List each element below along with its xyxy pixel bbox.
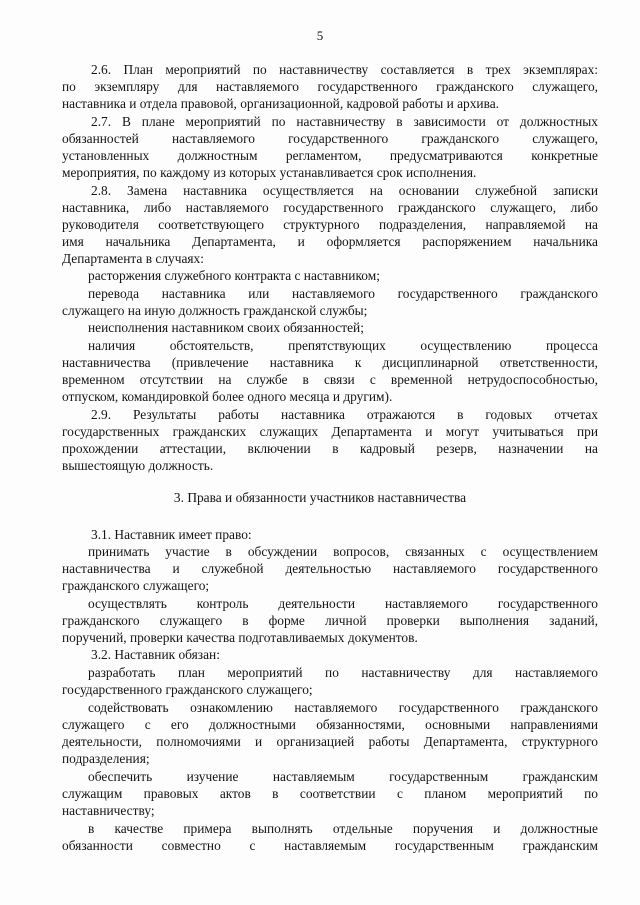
list-item-line: поручений, проверки качества подготавливаемых документов. xyxy=(62,630,418,645)
list-item-line: наставничества (привлечение наставника к дисциплинарной ответственности, xyxy=(62,355,598,370)
list-item-line: временном отсутствии на службе в связи с временной нетрудоспособностью, xyxy=(62,372,598,387)
list-item-line: гражданского служащего; xyxy=(62,578,210,593)
list-item-line: государственного гражданского служащего; xyxy=(62,682,313,697)
list-item-line: служащего на иную должность гражданской службы; xyxy=(62,303,368,318)
paragraph-line: наставника, либо наставляемого государственного гражданского служащего, либо xyxy=(62,200,598,215)
list-item-line: отпуском, командировкой более одного месяца и другим). xyxy=(62,389,393,404)
paragraph-line: обязанностей наставляемого государственного гражданского служащего, xyxy=(62,131,598,146)
paragraph-line: прохождении аттестации, включении в кадровый резерв, назначении на xyxy=(62,441,598,456)
list-item-line: служащего с его должностными обязанностями, основными направлениями xyxy=(62,717,598,732)
list-item-line: служащим правовых актов в соответствии с планом мероприятий по xyxy=(62,786,598,801)
list-item-line: наличия обстоятельств, препятствующих осуществлению процесса xyxy=(88,338,598,353)
paragraph-line: вышестоящую должность. xyxy=(62,458,214,473)
paragraph-line: 2.6. План мероприятий по наставничеству составляется в трех экземплярах: xyxy=(91,62,598,77)
list-item-line: наставничеству; xyxy=(62,803,155,818)
list-item-line: гражданского служащего в форме личной проверки выполнения заданий, xyxy=(62,613,598,628)
paragraph-line: по экземпляру для наставляемого государственного гражданского служащего, xyxy=(62,79,598,94)
paragraph-line: установленных должностным регламентом, предусматриваются конкретные xyxy=(62,148,598,163)
page-number: 5 xyxy=(316,28,324,43)
list-item-line: в качестве примера выполнять отдельные поручения и должностные xyxy=(88,821,598,836)
list-item-line: обязанности совместно с наставляемым государственным гражданским xyxy=(62,838,598,853)
paragraph-line: 3.1. Наставник имеет право: xyxy=(91,527,252,542)
paragraph-line: 2.9. Результаты работы наставника отражаются в годовых отчетах xyxy=(91,407,598,422)
list-item-line: деятельности, полномочиями и организацией работы Департамента, структурного xyxy=(62,734,598,749)
list-item-line: обеспечить изучение наставляемым государственным гражданским xyxy=(88,769,598,784)
paragraph-line: наставника и отдела правовой, организационной, кадровой работы и архива. xyxy=(62,96,500,111)
list-item-line: содействовать ознакомлению наставляемого государственного гражданского xyxy=(88,700,598,715)
list-item-line: перевода наставника или наставляемого государственного гражданского xyxy=(88,286,598,301)
list-item-line: расторжения служебного контракта с наставником; xyxy=(88,268,380,283)
paragraph-line: государственных гражданских служащих Департамента и могут учитываться при xyxy=(62,424,598,439)
paragraph-line: руководителя соответствующего структурного подразделения, направляемой на xyxy=(62,217,598,232)
list-item-line: принимать участие в обсуждении вопросов, связанных с осуществлением xyxy=(88,544,598,559)
paragraph-line: мероприятия, по каждому из которых устанавливается срок исполнения. xyxy=(62,165,477,180)
list-item-line: неисполнения наставником своих обязанностей; xyxy=(88,320,364,335)
paragraph-line: 2.7. В плане мероприятий по наставничеству в зависимости от должностных xyxy=(91,114,598,129)
list-item-line: подразделения; xyxy=(62,751,150,766)
list-item-line: разработать план мероприятий по наставничеству для наставляемого xyxy=(88,665,598,680)
paragraph-line: Департамента в случаях: xyxy=(62,251,204,266)
section-heading: 3. Права и обязанности участников наставничества xyxy=(173,490,467,505)
list-item-line: осуществлять контроль деятельности наставляемого государственного xyxy=(88,596,598,611)
paragraph-line: 3.2. Наставник обязан: xyxy=(91,647,220,662)
paragraph-line: 2.8. Замена наставника осуществляется на основании служебной записки xyxy=(91,183,598,198)
paragraph-line: имя начальника Департамента, и оформляется распоряжением начальника xyxy=(62,234,598,249)
list-item-line: наставничества и служебной деятельностью наставляемого государственного xyxy=(62,561,598,576)
